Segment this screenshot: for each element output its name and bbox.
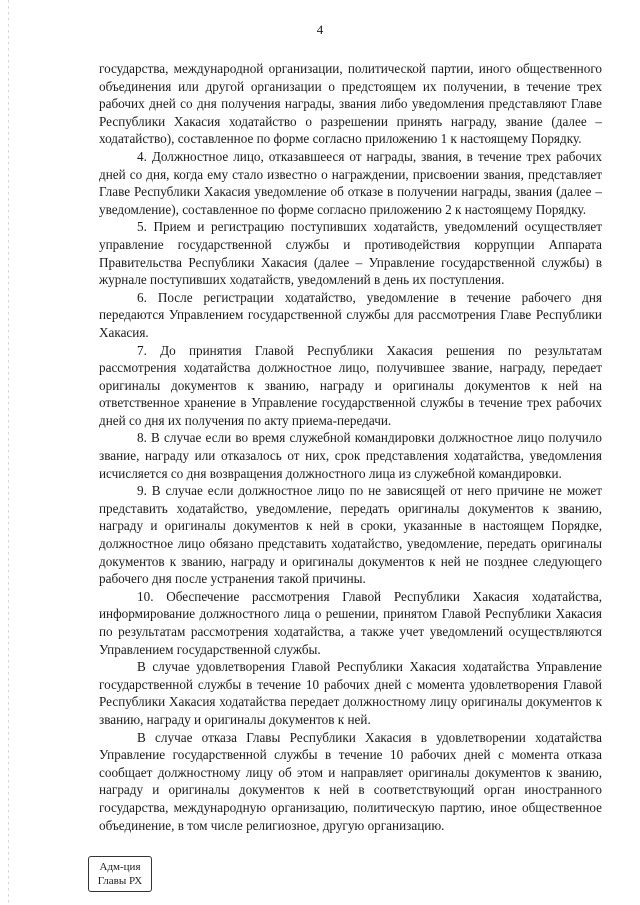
stamp-line-2: Главы РХ — [97, 875, 143, 887]
paragraph-8: 8. В случае если во время служебной командировки должностное лицо получило звание, награду или отказалось от них, срок представления ходатайства, уведомления исчисляется со дня возвращения должностного лица из служебной командировки. — [99, 430, 602, 481]
paragraph-9: 9. В случае если должностное лицо по не зависящей от него причине не может представить ходатайство, уведомление, передать оригиналы документов к званию, награду и оригиналы документов к ней в сроки, указанные в настоящем Порядке, должностное лицо обязано представить ходатайство, уведомление, передать оригиналы документов к званию, награду и оригиналы документов к ней не позднее следующего рабочего дня после устранения такой причины. — [99, 483, 602, 587]
paragraph-10: 10. Обеспечение рассмотрения Главой Республики Хакасия ходатайства, информирование должностного лица о решении, принятом Главой Республики Хакасия по результатам рассмотрения ходатайства, а также учет уведомлений осуществляются Управлением государственной службы. — [99, 588, 602, 657]
paragraph-continuation: государства, международной организации, политической партии, иного общественного объединения или другой организации о предстоящем их получении, в течение трех рабочих дней со дня получения награды, звания либо уведомления представляют Главе Республики Хакасия ходатайство о разрешении принять награду, звание (далее – ходатайство), составленное по форме согласно приложению 1 к настоящему Порядку. — [99, 61, 602, 147]
stamp-line-1: Адм-ция — [99, 861, 141, 873]
paragraph-10-refusal: В случае отказа Главы Республики Хакасия в удовлетворении ходатайства Управление государственной службы в течение 10 рабочих дней с момента отказа сообщает должностному лицу об этом и направляет оригиналы документов к званию, награду и оригиналы документов к ней в соответствующий орган иностранного государства, международную организацию, политическую партию, иное общественное объединение, в том числе религиозное, другую организацию. — [99, 729, 602, 833]
document-body — [99, 60, 602, 834]
paragraph-7: 7. До принятия Главой Республики Хакасия решения по результатам рассмотрения ходатайства должностное лицо, получившее звание, награду, передает оригиналы документов к званию, награду и оригиналы документов к ней на ответственное хранение в Управление государственной службы в течение трех рабочих дней со дня их получения по акту приема-передачи. — [99, 342, 602, 428]
paragraph-4: 4. Должностное лицо, отказавшееся от награды, звания, в течение трех рабочих дней со дня, когда ему стало известно о награждении, присвоении звания, представляет Главе Республики Хакасия уведомление об отказе в получении награды, звания (далее – уведомление), составленное по форме согласно приложению 2 к настоящему Порядку. — [99, 148, 602, 217]
margin-binding-dots — [8, 0, 10, 905]
registration-stamp — [88, 856, 152, 892]
paragraph-5: 5. Прием и регистрацию поступивших ходатайств, уведомлений осуществляет управление государственной службы и противодействия коррупции Аппарата Правительства Республики Хакасия (далее – Управление государственной службы) в журнале поступивших ходатайств, уведомлений в день их поступления. — [99, 219, 602, 288]
page-number: 4 — [316, 22, 324, 37]
paragraph-6: 6. После регистрации ходатайство, уведомление в течение рабочего дня передаются Управлением государственной службы для рассмотрения Главе Республики Хакасия. — [99, 289, 602, 340]
paragraph-10-approval: В случае удовлетворения Главой Республики Хакасия ходатайства Управление государственной службы в течение 10 рабочих дней с момента удовлетворения Главой Республики Хакасия ходатайства передает должностному лицу оригиналы документов к званию, награду и оригиналы документов к ней. — [99, 659, 602, 727]
